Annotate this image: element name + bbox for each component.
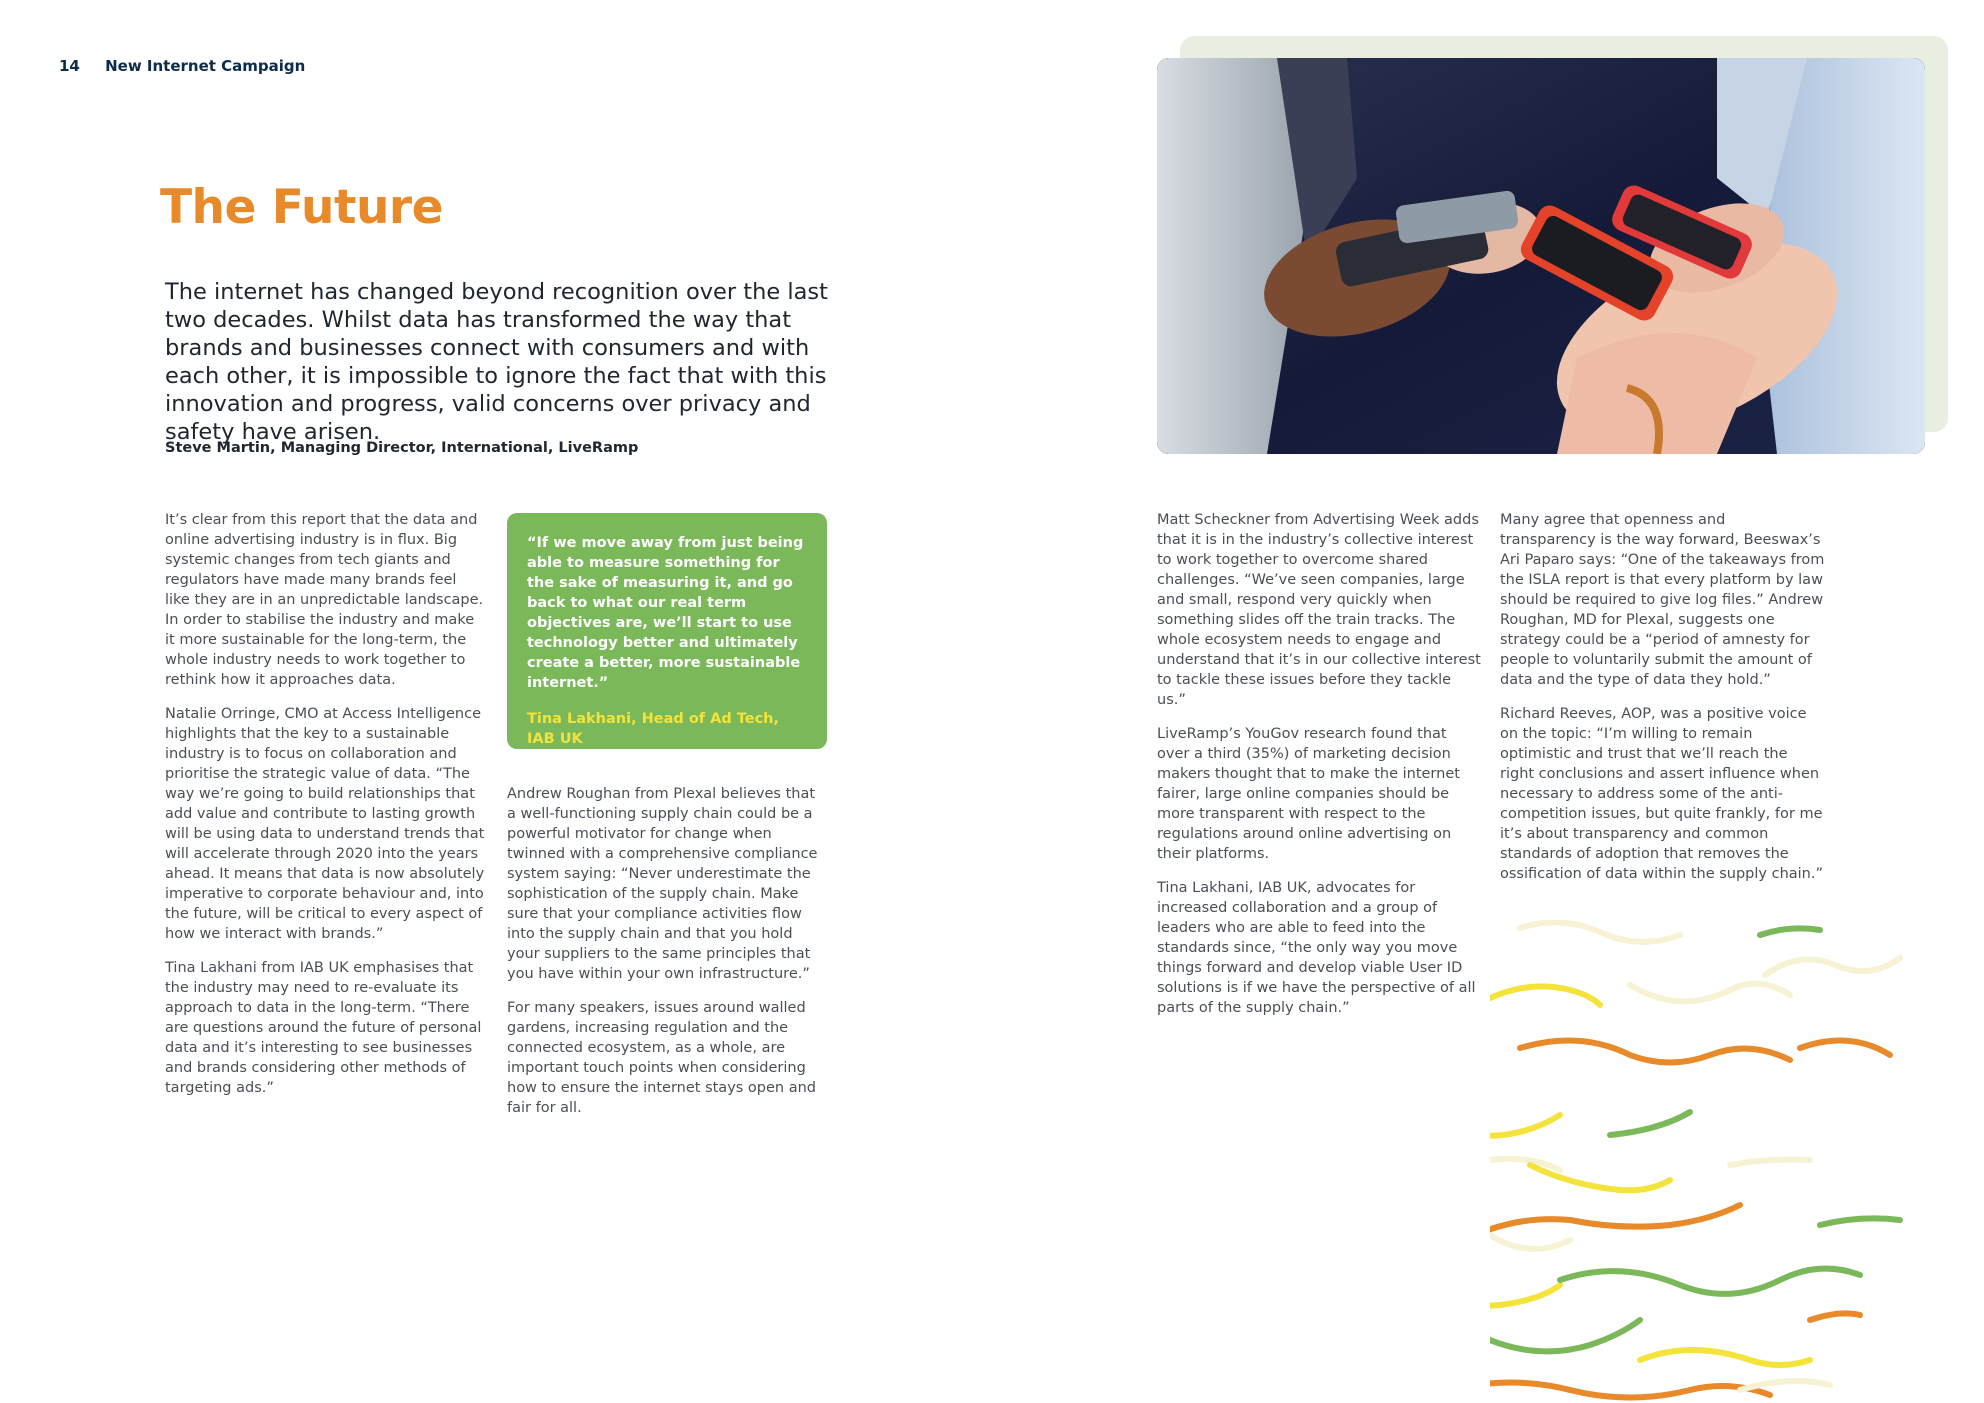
page-header	[59, 57, 305, 75]
smartphones-illustration	[1157, 58, 1925, 454]
pull-quote	[507, 513, 827, 749]
section-title: New Internet Campaign	[105, 57, 306, 75]
body-column-3	[1157, 510, 1482, 1032]
lede-paragraph: The internet has changed beyond recognition over the last two decades. Whilst data has transformed the way that brands and businesses connect with consumers and with each other, it is impossible to ignore the fact that with this innovation and progress, valid concerns over privacy and safety have arisen.	[165, 279, 828, 445]
body-column-2	[507, 784, 827, 1132]
page-number: 14	[59, 57, 80, 75]
paragraph: Natalie Orringe, CMO at Access Intelligence highlights that the key to a sustainable industry is to focus on collaboration and prioritise the strategic value of data. “The way we’re going to build relationships that add value and contribute to lasting growth will be using data to understand trends that will accelerate through 2020 into the years ahead. It means that data is now absolutely imperative to corporate behaviour and, into the future, will be critical to every aspect of how we interact with brands.”	[165, 706, 485, 942]
paragraph: For many speakers, issues around walled gardens, increasing regulation and the connected ecosystem, as a whole, are important touch points when considering how to ensure the internet stays open and fair for all.	[507, 1000, 817, 1116]
body-column-1	[165, 510, 485, 1112]
pull-quote-attribution: Tina Lakhani, Head of Ad Tech, IAB UK	[527, 711, 780, 747]
paragraph: LiveRamp’s YouGov research found that over a third (35%) of marketing decision makers thought that to make the internet fairer, large online companies should be more transparent with respect to the regulations around online advertising on their platforms.	[1157, 726, 1460, 862]
pull-quote-text: “If we move away from just being able to measure something for the sake of measuring it, and go back to what our real term objectives are, we’ll start to use technology better and ultimately create a better, more sustainable internet.”	[527, 535, 804, 691]
decorative-wave-pattern	[1490, 920, 1984, 1403]
paragraph: Andrew Roughan from Plexal believes that a well-functioning supply chain could be a powerful motivator for change when twinned with a comprehensive compliance system saying: “Never underestimate the sophistication of the supply chain. Make sure that your compliance activities flow into the supply chain and that you hold your suppliers to the same principles that you have within your own infrastructure.”	[507, 786, 818, 982]
paragraph: Tina Lakhani from IAB UK emphasises that the industry may need to re-evaluate its approach to data in the long-term. “There are questions around the future of personal data and it’s interesting to see businesses and brands considering other methods of targeting ads.”	[165, 960, 482, 1096]
article-title: The Future	[160, 180, 443, 235]
paragraph: Richard Reeves, AOP, was a positive voice on the topic: “I’m willing to remain optimistic and trust that we’ll reach the right conclusions and assert influence when necessary to address some of the anti-competition issues, but quite frankly, for me it’s about transparency and common standards of adoption that removes the ossification of data within the supply chain.”	[1500, 706, 1823, 882]
paragraph: Many agree that openness and transparency is the way forward, Beeswax’s Ari Paparo says: “One of the takeaways from the ISLA report is that every platform by law should be required to give log files.” Andrew Roughan, MD for Plexal, suggests one strategy could be a “period of amnesty for people to voluntarily submit the amount of data and the type of data they hold.”	[1500, 512, 1825, 688]
paragraph: It’s clear from this report that the data and online advertising industry is in flux. Big systemic changes from tech giants and regulators have made many brands feel like they are in an unpredictable landscape. In order to stabilise the industry and make it more sustainable for the long-term, the whole industry needs to work together to rethink how it approaches data.	[165, 512, 484, 688]
paragraph: Matt Scheckner from Advertising Week adds that it is in the industry’s collective interest to work together to overcome shared challenges. “We’ve seen companies, large and small, respond very quickly when something slides off the train tracks. The whole ecosystem needs to engage and understand that it’s in our collective interest to tackle these issues before they tackle us.”	[1157, 512, 1481, 708]
paragraph: Tina Lakhani, IAB UK, advocates for increased collaboration and a group of leaders who are able to feed into the standards since, “the only way you move things forward and develop viable User ID solutions is if we have the perspective of all parts of the supply chain.”	[1157, 880, 1476, 1016]
body-column-4	[1500, 510, 1825, 898]
lede-attribution: Steve Martin, Managing Director, International, LiveRamp	[165, 440, 639, 456]
smartphones-photo	[1157, 58, 1925, 454]
